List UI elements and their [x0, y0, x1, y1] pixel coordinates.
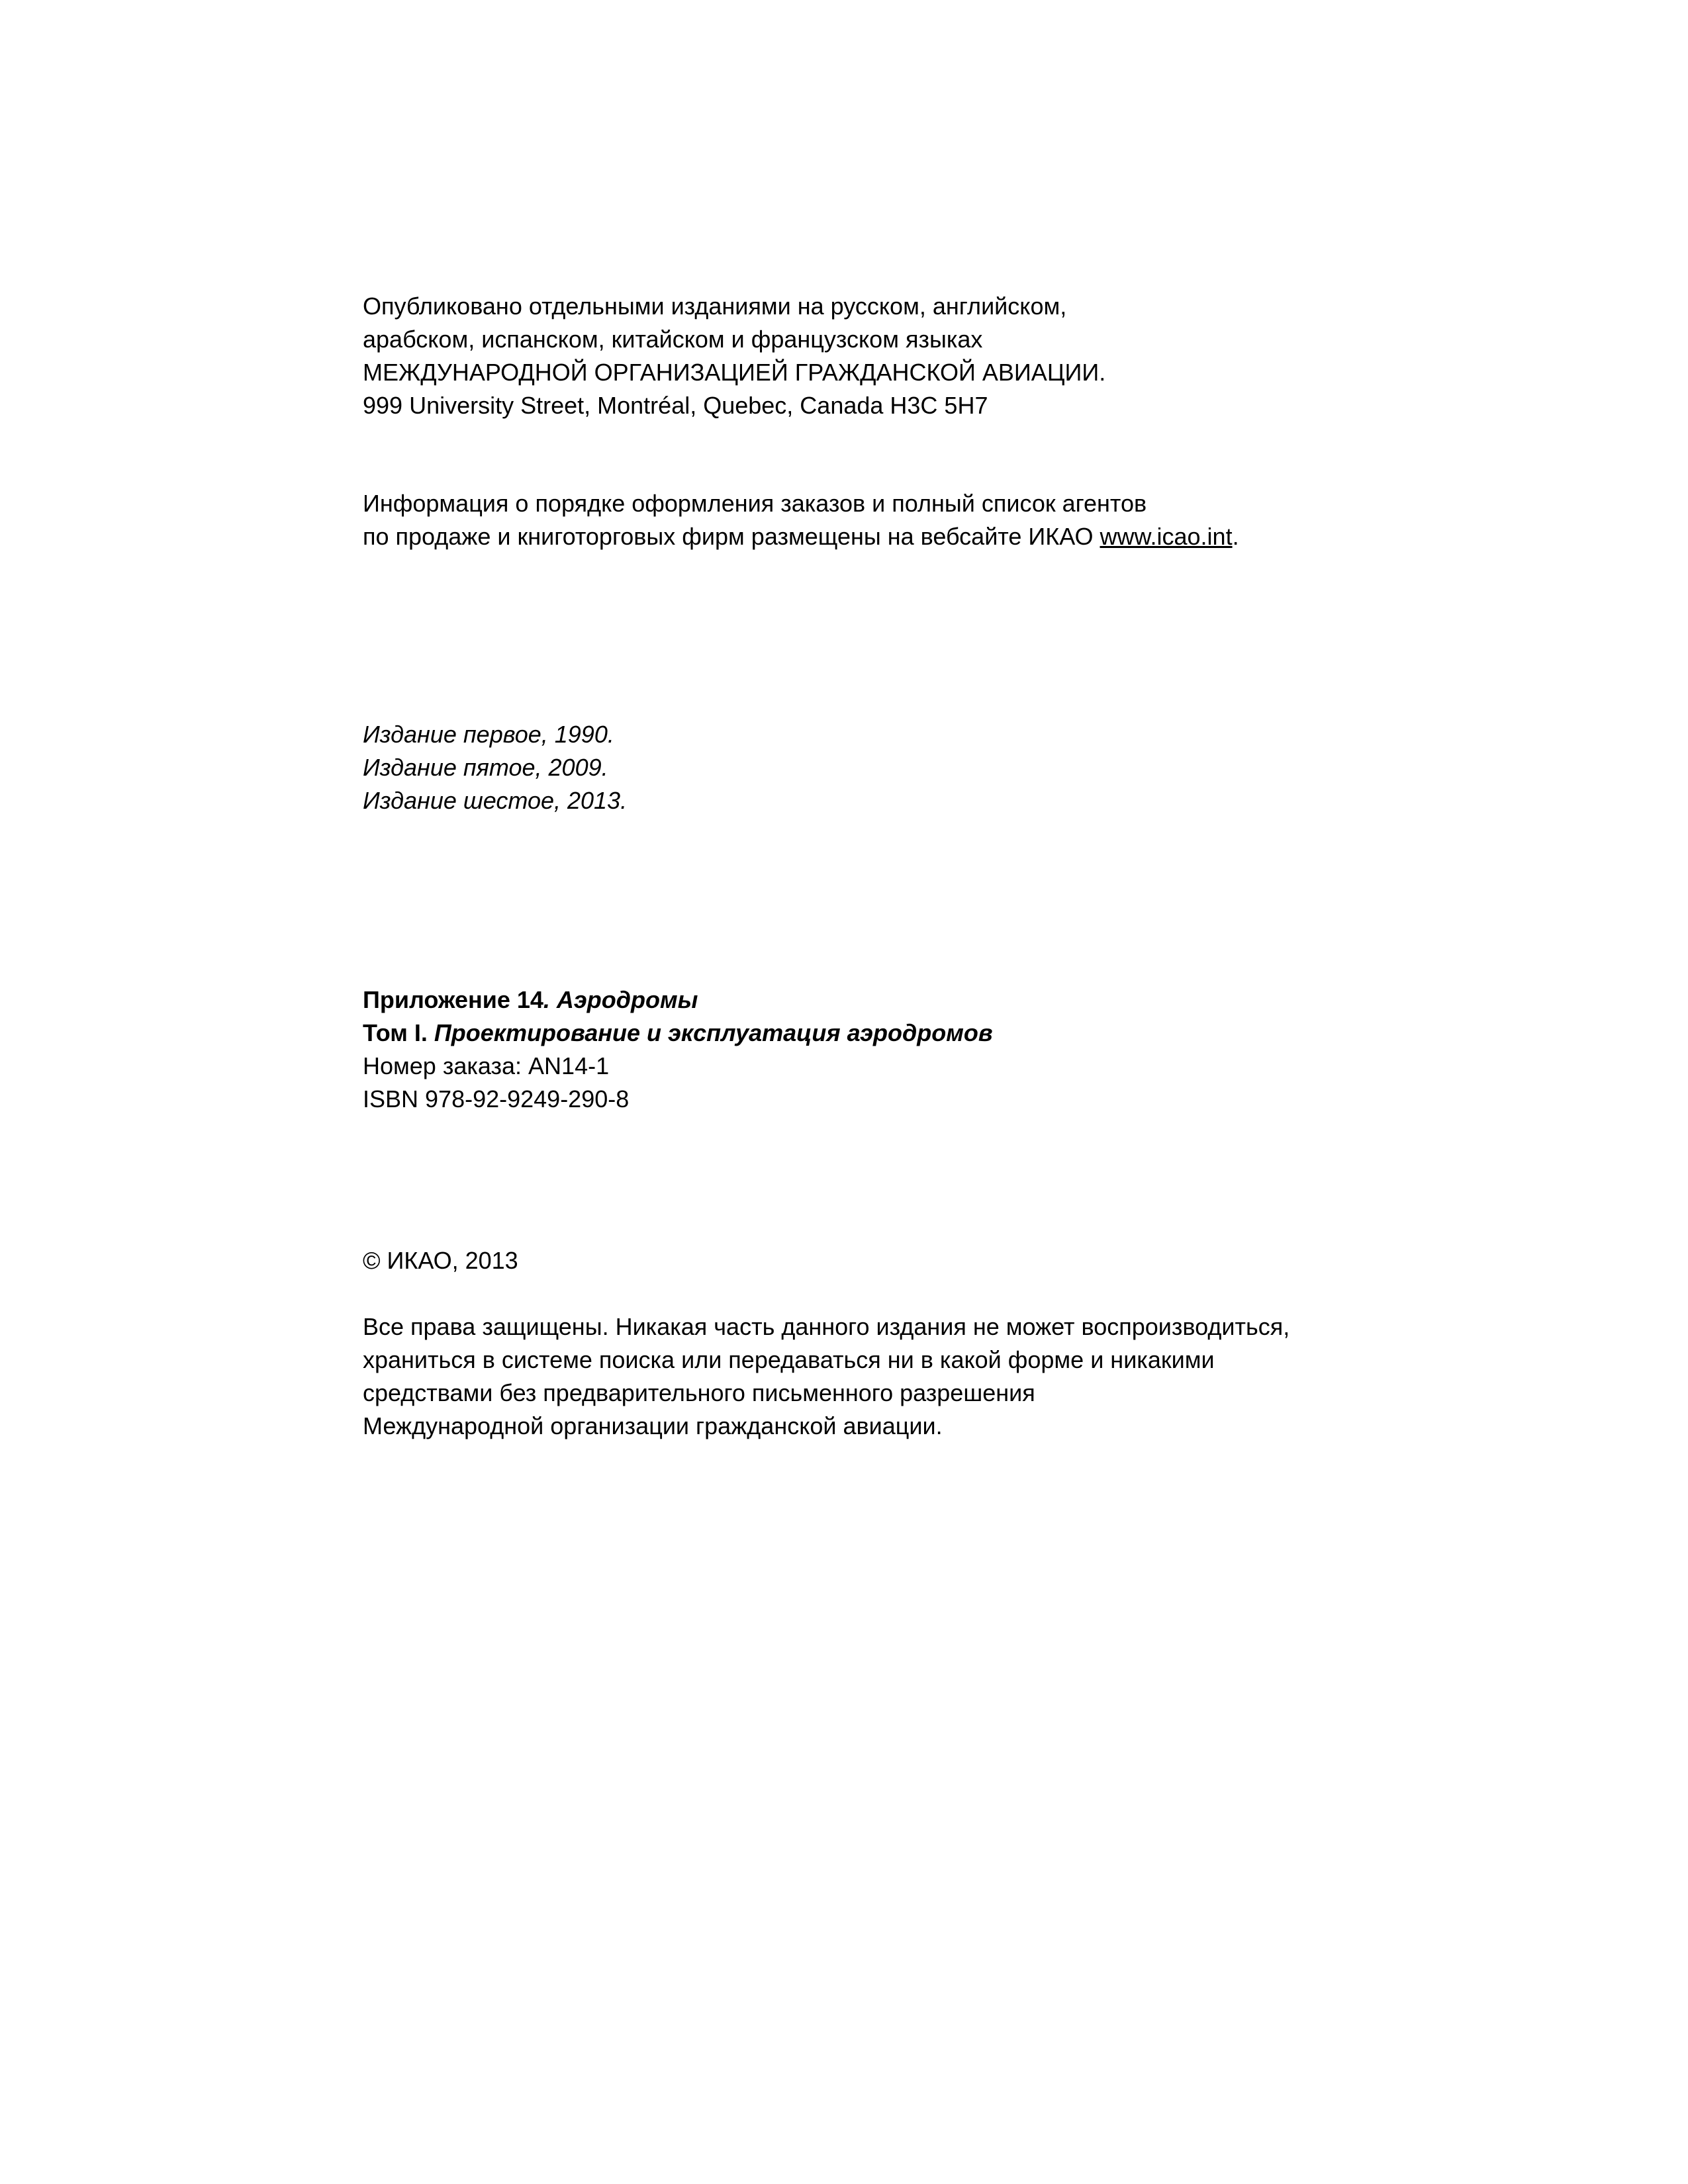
order-number: Номер заказа: AN14-1 — [363, 1052, 610, 1079]
publisher-line-1: Опубликовано отдельными изданиями на русском, английском, — [363, 293, 1067, 320]
publisher-address: 999 University Street, Montréal, Quebec, Canada H3C 5H7 — [363, 392, 988, 419]
publisher-info — [363, 290, 1422, 422]
ordering-line-2-period: . — [1232, 523, 1239, 550]
copyright-symbol: © — [363, 1247, 381, 1274]
edition-sixth: Издание шестое, 2013. — [363, 787, 628, 814]
rights-line-2: храниться в системе поиска или передаваться ни в какой форме и никакими — [363, 1346, 1215, 1373]
publication-title-info — [363, 983, 1422, 1116]
rights-line-3: средствами без предварительного письменного разрешения — [363, 1379, 1035, 1406]
copyright-line — [363, 1244, 1422, 1277]
rights-line-4: Международной организации гражданской авиации. — [363, 1412, 943, 1439]
isbn: ISBN 978-92-9249-290-8 — [363, 1085, 630, 1113]
volume-title — [363, 1017, 1422, 1050]
ordering-line-1: Информация о порядке оформления заказов и полный список агентов — [363, 490, 1147, 517]
volume-label: Том I. — [363, 1019, 434, 1046]
edition-first: Издание первое, 1990. — [363, 721, 614, 748]
ordering-line-2-text: по продаже и книготорговых фирм размещены на вебсайте ИКАО — [363, 523, 1100, 550]
annex-name: . Аэродромы — [543, 986, 698, 1013]
edition-fifth: Издание пятое, 2009. — [363, 754, 608, 781]
annex-label: Приложение 14 — [363, 986, 543, 1013]
rights-statement — [363, 1310, 1422, 1443]
ordering-line-2 — [363, 520, 1422, 553]
edition-history — [363, 718, 1422, 817]
publisher-organization: МЕЖДУНАРОДНОЙ ОРГАНИЗАЦИЕЙ ГРАЖДАНСКОЙ АВИАЦИИ. — [363, 359, 1106, 386]
volume-name: Проектирование и эксплуатация аэродромов — [434, 1019, 993, 1046]
ordering-info — [363, 487, 1422, 553]
copyright-text: ИКАО, 2013 — [380, 1247, 518, 1274]
annex-title — [363, 983, 1422, 1017]
rights-line-1: Все права защищены. Никакая часть данного издания не может воспроизводиться, — [363, 1313, 1290, 1340]
publisher-line-2: арабском, испанском, китайском и французском языках — [363, 326, 983, 353]
copyright-notice — [363, 1244, 1422, 1277]
icao-website-link[interactable]: www.icao.int — [1100, 523, 1233, 550]
